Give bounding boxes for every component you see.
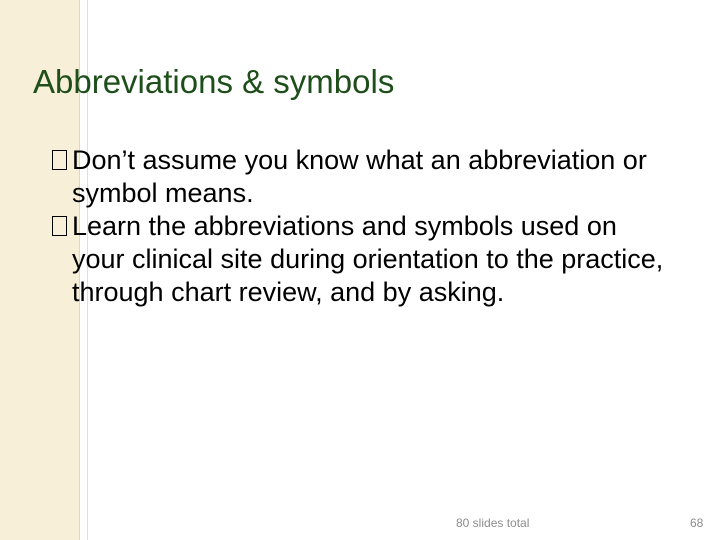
slide-count-footer: 80 slides total <box>456 516 530 530</box>
page-number: 68 <box>690 516 704 530</box>
bullet-text: Learn the abbreviations and symbols used on your clinical site during orientation to the practice, through chart review, and by asking. <box>72 211 664 307</box>
slide-title: Abbreviations & symbols <box>33 63 395 100</box>
bullet-text: Don’t assume you know what an abbreviation or symbol means. <box>72 145 647 208</box>
bullet-item <box>52 210 672 309</box>
square-box-icon <box>52 216 67 236</box>
bullet-list <box>52 144 672 309</box>
square-box-icon <box>52 150 67 170</box>
bullet-item <box>52 144 672 210</box>
